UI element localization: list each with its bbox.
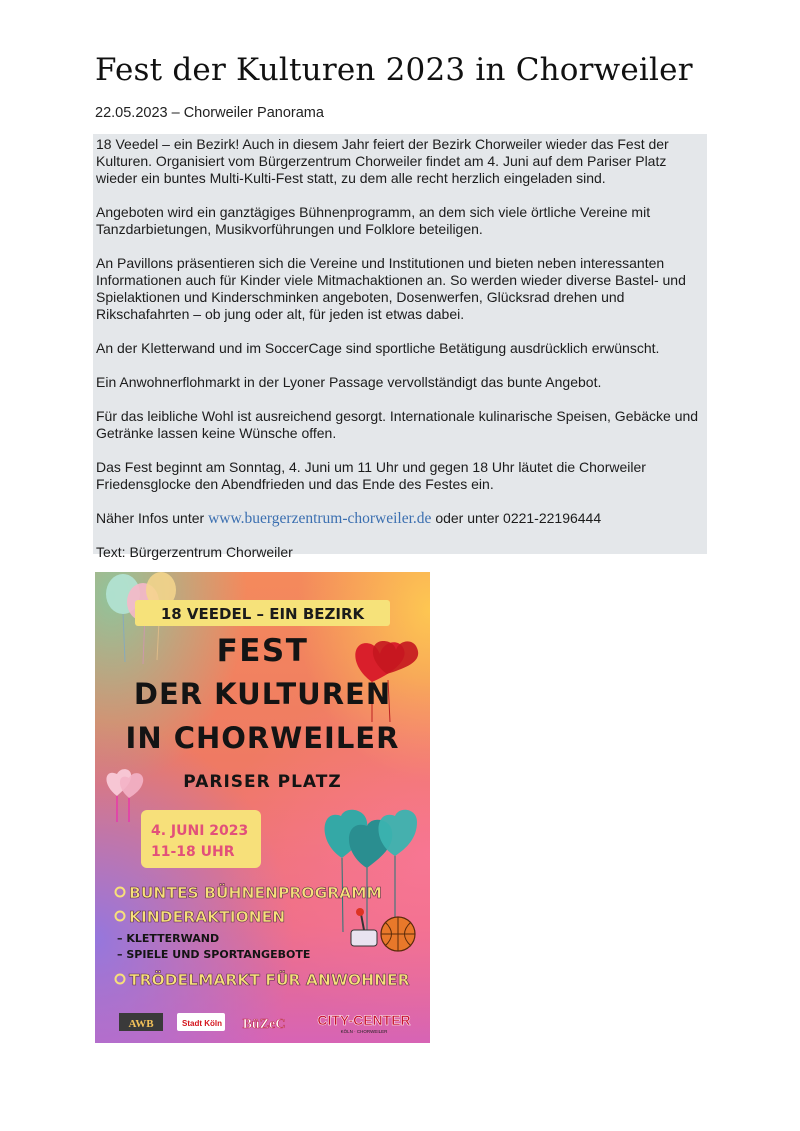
poster-heading-3: IN CHORWEILER xyxy=(125,721,400,755)
website-link[interactable]: www.buergerzentrum-chorweiler.de xyxy=(208,510,432,527)
article-paragraph: Für das leibliche Wohl ist ausreichend gesorgt. Internationale kulinarische Speisen, Gebäcke und Getränke lassen keine Wünsche offen. xyxy=(96,408,699,441)
heart-balloons-pink xyxy=(106,769,143,822)
poster-sub-2: – SPIELE UND SPORTANGEBOTE xyxy=(117,948,311,961)
poster-date: 4. JUNI 2023 xyxy=(151,823,249,839)
logo-citycenter: CITY-CENTER xyxy=(317,1012,411,1028)
poster-banner: 18 VEEDEL – EIN BEZIRK xyxy=(160,605,365,623)
article-paragraph: An Pavillons präsentieren sich die Vereine und Institutionen und bieten neben interessanten Informationen auch für Kinder viele Mitmachaktionen an. So werden wieder diverse Bastel- und Spielaktionen und Kinderschminken angeboten, Dosenwerfen, Glücksrad drehen und Rikschafahrten – ob jung oder alt, für jeden ist etwas dabei. xyxy=(96,255,686,322)
page-title: Fest der Kulturen 2023 in Chorweiler xyxy=(95,52,693,88)
poster-heading-2: DER KULTUREN xyxy=(133,677,392,711)
bullet-icon xyxy=(116,975,125,984)
sponsor-logos xyxy=(119,1012,411,1034)
dateline: 22.05.2023 – Chorweiler Panorama xyxy=(95,105,324,121)
poster-location: PARISER PLATZ xyxy=(183,772,342,792)
logo-buezec: BüZeC xyxy=(242,1017,286,1032)
article-paragraph: Das Fest beginnt am Sonntag, 4. Juni um 11 Uhr und gegen 18 Uhr läutet die Chorweiler Friedensglocke den Abendfrieden und das Ende des Festes ein. xyxy=(96,459,646,492)
info-prefix: Näher Infos unter xyxy=(96,510,209,526)
poster-sub-1: – KLETTERWAND xyxy=(117,932,220,945)
article-paragraph: Ein Anwohnerflohmarkt in der Lyoner Passage vervollständigt das bunte Angebot. xyxy=(96,374,602,390)
poster-artwork xyxy=(95,572,430,1043)
basketball-icon xyxy=(381,917,415,951)
logo-awb: AWB xyxy=(128,1018,154,1030)
credit-line: Text: Bürgerzentrum Chorweiler xyxy=(96,544,293,560)
event-poster xyxy=(95,572,430,1043)
bullet-icon xyxy=(116,888,125,897)
info-line xyxy=(96,510,704,527)
info-suffix: oder unter 0221-22196444 xyxy=(431,510,602,526)
poster-item-2: KINDERAKTIONEN xyxy=(129,908,286,926)
article-paragraph: An der Kletterwand und im SoccerCage sind sportliche Betätigung ausdrücklich erwünscht. xyxy=(96,340,660,356)
logo-citycenter-sub: KÖLN · CHORWEILER xyxy=(340,1029,388,1034)
poster-time: 11-18 UHR xyxy=(151,844,235,860)
poster-item-3: TRÖDELMARKT FÜR ANWOHNER xyxy=(129,971,410,989)
article-paragraph: Angeboten wird ein ganztägiges Bühnenprogramm, an dem sich viele örtliche Vereine mit Tanzdarbietungen, Musikvorführungen und Folklore beteiligen. xyxy=(96,204,651,237)
article-body xyxy=(93,134,707,560)
logo-koeln: Stadt Köln xyxy=(182,1019,222,1028)
bullet-icon xyxy=(116,912,125,921)
poster-item-1: BUNTES BÜHNENPROGRAMM xyxy=(129,884,382,902)
article-paragraph: 18 Veedel – ein Bezirk! Auch in diesem Jahr feiert der Bezirk Chorweiler wieder das Fest der Kulturen. Organisiert vom Bürgerzentrum Chorweiler findet am 4. Juni auf dem Pariser Platz wieder ein buntes Multi-Kulti-Fest statt, zu dem alle recht herzlich eingeladen sind. xyxy=(96,136,669,186)
poster-heading-1: FEST xyxy=(216,633,309,669)
joystick-icon xyxy=(351,908,377,946)
